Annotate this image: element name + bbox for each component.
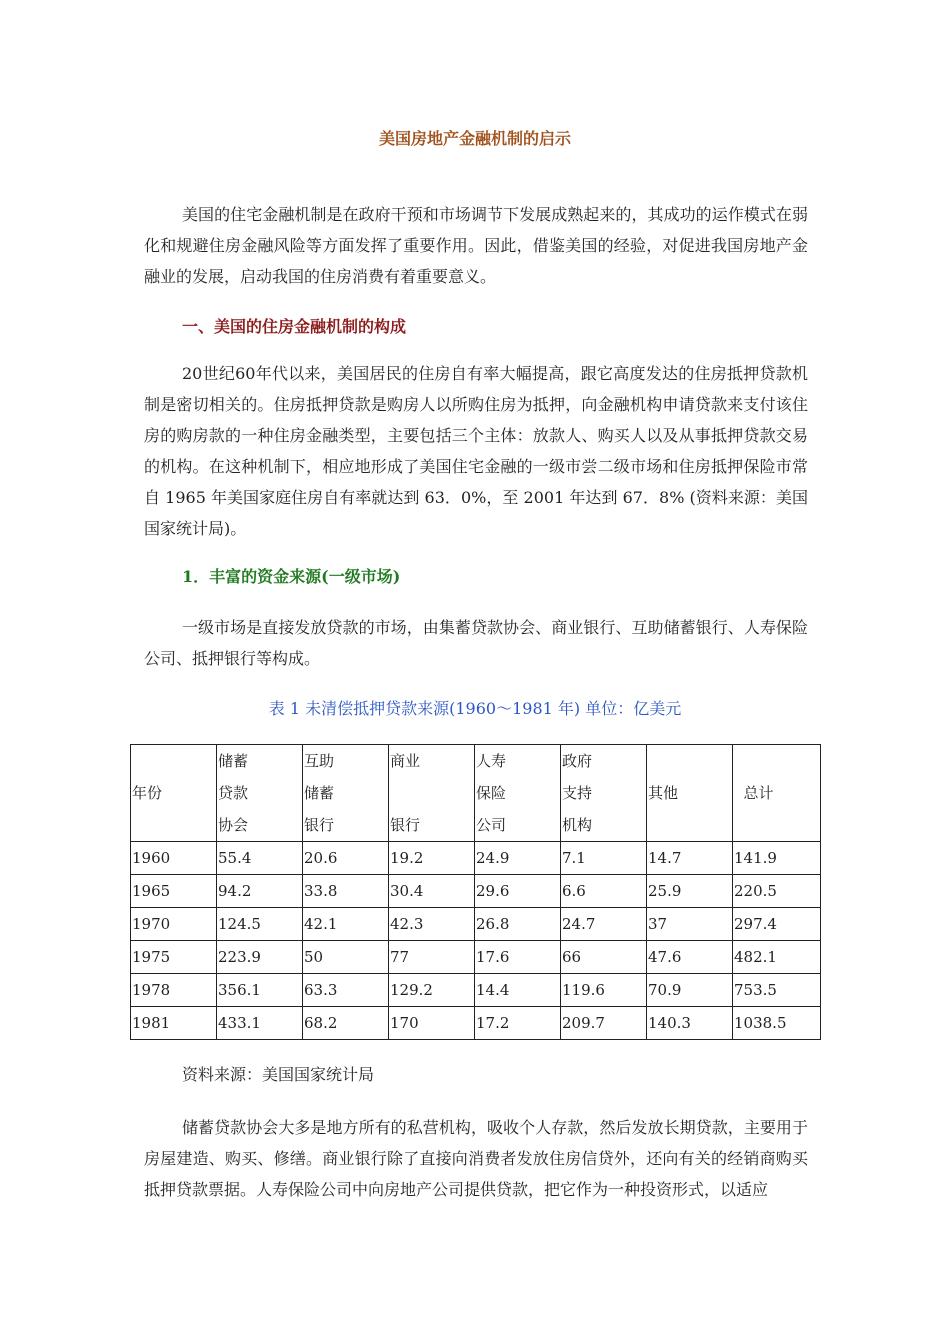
table-cell: 30.4 <box>389 875 475 908</box>
table-header-row <box>131 745 821 842</box>
table-cell: 20.6 <box>303 842 389 875</box>
closing-paragraph: 储蓄贷款协会大多是地方所有的私营机构，吸收个人存款，然后发放长期贷款，主要用于房屋建造、购买、修缮。商业银行除了直接向消费者发放住房信贷外，还向有关的经销商购买抵押贷款票据。人寿保险公司中向房地产公司提供贷款，把它作为一种投资形式，以适应 <box>144 1118 808 1199</box>
table-cell: 29.6 <box>475 875 561 908</box>
table-cell: 50 <box>303 941 389 974</box>
table-cell: 14.7 <box>647 842 733 875</box>
table-cell: 68.2 <box>303 1007 389 1040</box>
table-cell: 1960 <box>131 842 217 875</box>
section-heading: 一、美国的住房金融机制的构成 <box>182 317 407 336</box>
table-cell: 170 <box>389 1007 475 1040</box>
table-cell: 70.9 <box>647 974 733 1007</box>
header-cell: 互助 储蓄 银行 <box>303 745 389 842</box>
table-cell: 14.4 <box>475 974 561 1007</box>
table-cell: 1970 <box>131 908 217 941</box>
header-cell: 其他 <box>647 745 733 842</box>
table-cell: 1975 <box>131 941 217 974</box>
table-cell: 220.5 <box>733 875 821 908</box>
table-cell: 24.9 <box>475 842 561 875</box>
table-row <box>131 875 821 908</box>
table-row <box>131 974 821 1007</box>
table-cell: 25.9 <box>647 875 733 908</box>
table-cell: 37 <box>647 908 733 941</box>
table-cell: 141.9 <box>733 842 821 875</box>
table-cell: 119.6 <box>561 974 647 1007</box>
document-title: 美国房地产金融机制的启示 <box>378 129 571 148</box>
table-cell: 94.2 <box>217 875 303 908</box>
header-cell: 商业 银行 <box>389 745 475 842</box>
mortgage-sources-table <box>130 744 821 1040</box>
header-cell: 年份 <box>131 745 217 842</box>
table-cell: 17.6 <box>475 941 561 974</box>
section-paragraph: 20世纪60年代以来，美国居民的住房自有率大幅提高，跟它高度发达的住房抵押贷款机制是密切相关的。住房抵押贷款是购房人以所购住房为抵押，向金融机构申请贷款来支付该住房的购房款的一种住房金融类型，主要包括三个主体：放款人、购买人以及从事抵押贷款交易的机构。在这种机制下，相应地形成了美国住宅金融的一级市尝二级市场和住房抵押保险市常自 1965 年美国家庭住房自有率就达到 63．0%，至 2001 年达到 67．8% (资料来源：美国国家统计局)。 <box>144 364 808 538</box>
subsection-paragraph: 一级市场是直接发放贷款的市场，由集蓄贷款协会、商业银行、互助储蓄银行、人寿保险公司、抵押银行等构成。 <box>144 618 808 668</box>
table-caption: 表 1 未清偿抵押贷款来源(1960～1981 年) 单位：亿美元 <box>268 699 682 718</box>
table-cell: 55.4 <box>217 842 303 875</box>
table-cell: 63.3 <box>303 974 389 1007</box>
table-cell: 297.4 <box>733 908 821 941</box>
intro-paragraph: 美国的住宅金融机制是在政府干预和市场调节下发展成熟起来的，其成功的运作模式在弱化和规避住房金融风险等方面发挥了重要作用。因此，借鉴美国的经验，对促进我国房地产金融业的发展，启动我国的住房消费有着重要意义。 <box>144 205 808 286</box>
table-row <box>131 842 821 875</box>
table-row <box>131 1007 821 1040</box>
table-cell: 1038.5 <box>733 1007 821 1040</box>
header-cell: 储蓄 贷款 协会 <box>217 745 303 842</box>
table-cell: 42.3 <box>389 908 475 941</box>
table-cell: 47.6 <box>647 941 733 974</box>
table-cell: 1965 <box>131 875 217 908</box>
table-cell: 209.7 <box>561 1007 647 1040</box>
table-cell: 33.8 <box>303 875 389 908</box>
table-cell: 17.2 <box>475 1007 561 1040</box>
subsection-heading: 1．丰富的资金来源(一级市场) <box>182 567 401 586</box>
table-row <box>131 908 821 941</box>
table-cell: 66 <box>561 941 647 974</box>
header-cell: 政府 支持 机构 <box>561 745 647 842</box>
table-cell: 1981 <box>131 1007 217 1040</box>
table-cell: 129.2 <box>389 974 475 1007</box>
table-cell: 19.2 <box>389 842 475 875</box>
table-cell: 7.1 <box>561 842 647 875</box>
table-cell: 77 <box>389 941 475 974</box>
table-cell: 24.7 <box>561 908 647 941</box>
table-cell: 433.1 <box>217 1007 303 1040</box>
table-cell: 356.1 <box>217 974 303 1007</box>
table-cell: 42.1 <box>303 908 389 941</box>
table-cell: 1978 <box>131 974 217 1007</box>
table-cell: 124.5 <box>217 908 303 941</box>
table-cell: 6.6 <box>561 875 647 908</box>
table-cell: 223.9 <box>217 941 303 974</box>
table-cell: 26.8 <box>475 908 561 941</box>
table-cell: 140.3 <box>647 1007 733 1040</box>
header-cell: 人寿 保险 公司 <box>475 745 561 842</box>
table-source-note: 资料来源：美国国家统计局 <box>182 1065 375 1084</box>
table-row <box>131 941 821 974</box>
table-cell: 753.5 <box>733 974 821 1007</box>
table-cell: 482.1 <box>733 941 821 974</box>
header-cell: 总计 <box>733 745 821 842</box>
